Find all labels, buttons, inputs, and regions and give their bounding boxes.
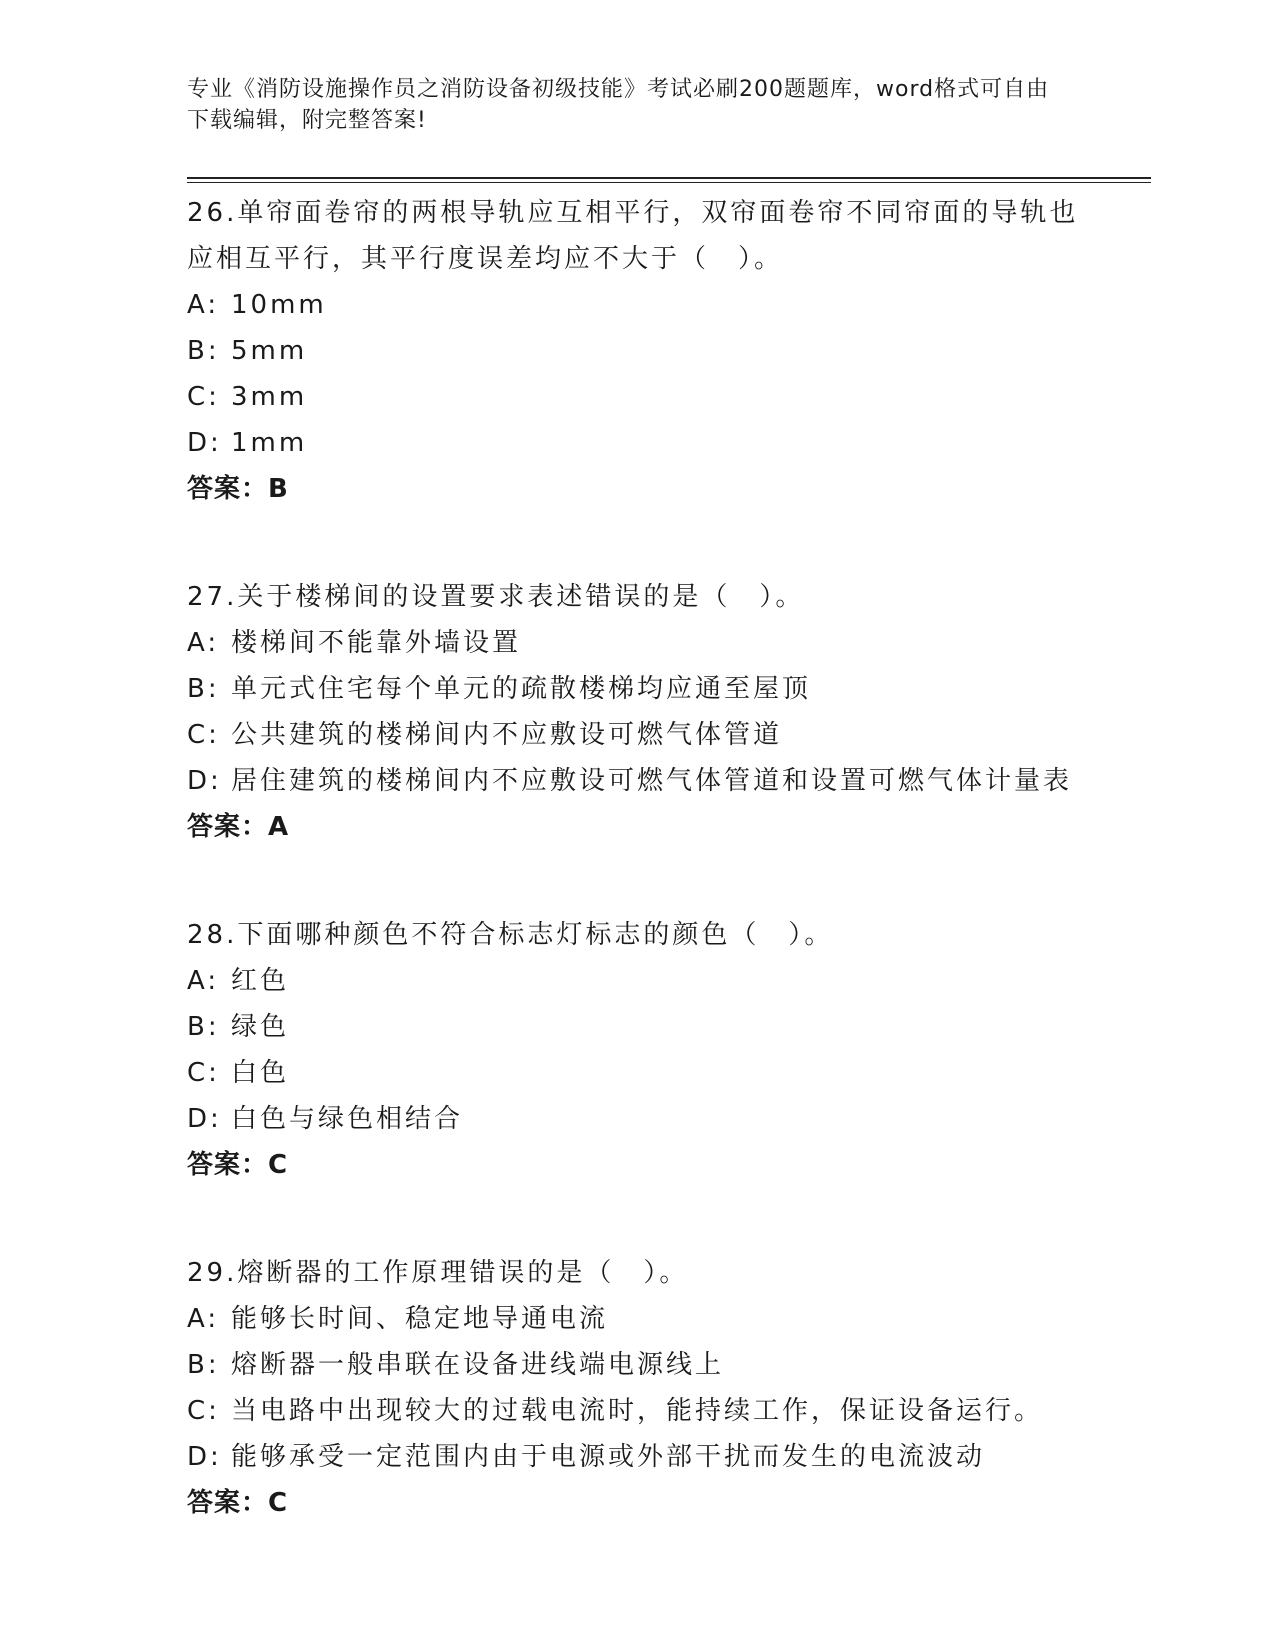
- answer: 答案：A: [187, 812, 290, 842]
- option-text: 10mm: [231, 290, 327, 320]
- question-stem: 29.熔断器的工作原理错误的是（ ）。: [187, 1258, 689, 1288]
- option-c: [187, 1388, 1087, 1434]
- option-key: C:: [187, 720, 220, 750]
- option-b: [187, 1004, 1087, 1050]
- option-key: A:: [187, 628, 220, 658]
- option-key: C:: [187, 382, 220, 412]
- option-text: 楼梯间不能靠外墙设置: [231, 628, 522, 658]
- option-text: 能够承受一定范围内由于电源或外部干扰而发生的电流波动: [231, 1442, 986, 1472]
- option-text: 绿色: [231, 1012, 290, 1042]
- option-key: B:: [187, 674, 220, 704]
- option-key: D:: [187, 1104, 222, 1134]
- option-d: [187, 1434, 1087, 1480]
- document-header: 专业《消防设施操作员之消防设备初级技能》考试必刷200题题库，word格式可自由下载编辑，附完整答案!: [187, 77, 1050, 133]
- header-divider-thin: [187, 182, 1151, 183]
- question-list: [187, 190, 1087, 1588]
- option-a: [187, 1296, 1087, 1342]
- option-key: D:: [187, 428, 222, 458]
- option-key: D:: [187, 766, 222, 796]
- answer: 答案：C: [187, 1488, 289, 1518]
- option-c: [187, 1050, 1087, 1096]
- option-text: 单元式住宅每个单元的疏散楼梯均应通至屋顶: [231, 674, 812, 704]
- option-text: 能够长时间、稳定地导通电流: [231, 1304, 609, 1334]
- option-a: [187, 958, 1087, 1004]
- option-key: C:: [187, 1058, 220, 1088]
- option-a: [187, 282, 1087, 328]
- option-key: A:: [187, 290, 220, 320]
- answer: 答案：B: [187, 474, 289, 504]
- option-key: A:: [187, 1304, 220, 1334]
- option-d: [187, 1096, 1087, 1142]
- question-stem: 28.下面哪种颜色不符合标志灯标志的颜色（ ）。: [187, 920, 834, 950]
- option-key: B:: [187, 1012, 220, 1042]
- option-text: 白色: [231, 1058, 290, 1088]
- option-c: [187, 712, 1087, 758]
- question-28: [187, 912, 1087, 1188]
- option-text: 白色与绿色相结合: [231, 1104, 464, 1134]
- answer: 答案：C: [187, 1150, 289, 1180]
- option-text: 公共建筑的楼梯间内不应敷设可燃气体管道: [231, 720, 783, 750]
- option-text: 当电路中出现较大的过载电流时，能持续工作，保证设备运行。: [231, 1396, 1044, 1426]
- option-text: 熔断器一般串联在设备进线端电源线上: [231, 1350, 725, 1380]
- option-text: 1mm: [231, 428, 308, 458]
- question-stem: 26.单帘面卷帘的两根导轨应互相平行，双帘面卷帘不同帘面的导轨也应相互平行，其平行度误差均应不大于（ ）。: [187, 198, 1079, 274]
- option-key: A:: [187, 966, 220, 996]
- option-b: [187, 1342, 1087, 1388]
- question-29: [187, 1250, 1087, 1526]
- option-d: [187, 758, 1087, 804]
- question-27: [187, 574, 1087, 850]
- option-d: [187, 420, 1087, 466]
- option-key: B:: [187, 1350, 220, 1380]
- option-text: 红色: [231, 966, 290, 996]
- header-divider: [187, 177, 1151, 179]
- question-26: [187, 190, 1087, 512]
- option-key: C:: [187, 1396, 220, 1426]
- option-b: [187, 666, 1087, 712]
- option-c: [187, 374, 1087, 420]
- question-stem: 27.关于楼梯间的设置要求表述错误的是（ ）。: [187, 582, 805, 612]
- option-key: D:: [187, 1442, 222, 1472]
- option-text: 5mm: [231, 336, 308, 366]
- option-key: B:: [187, 336, 220, 366]
- option-text: 3mm: [231, 382, 308, 412]
- option-a: [187, 620, 1087, 666]
- option-b: [187, 328, 1087, 374]
- option-text: 居住建筑的楼梯间内不应敷设可燃气体管道和设置可燃气体计量表: [231, 766, 1073, 796]
